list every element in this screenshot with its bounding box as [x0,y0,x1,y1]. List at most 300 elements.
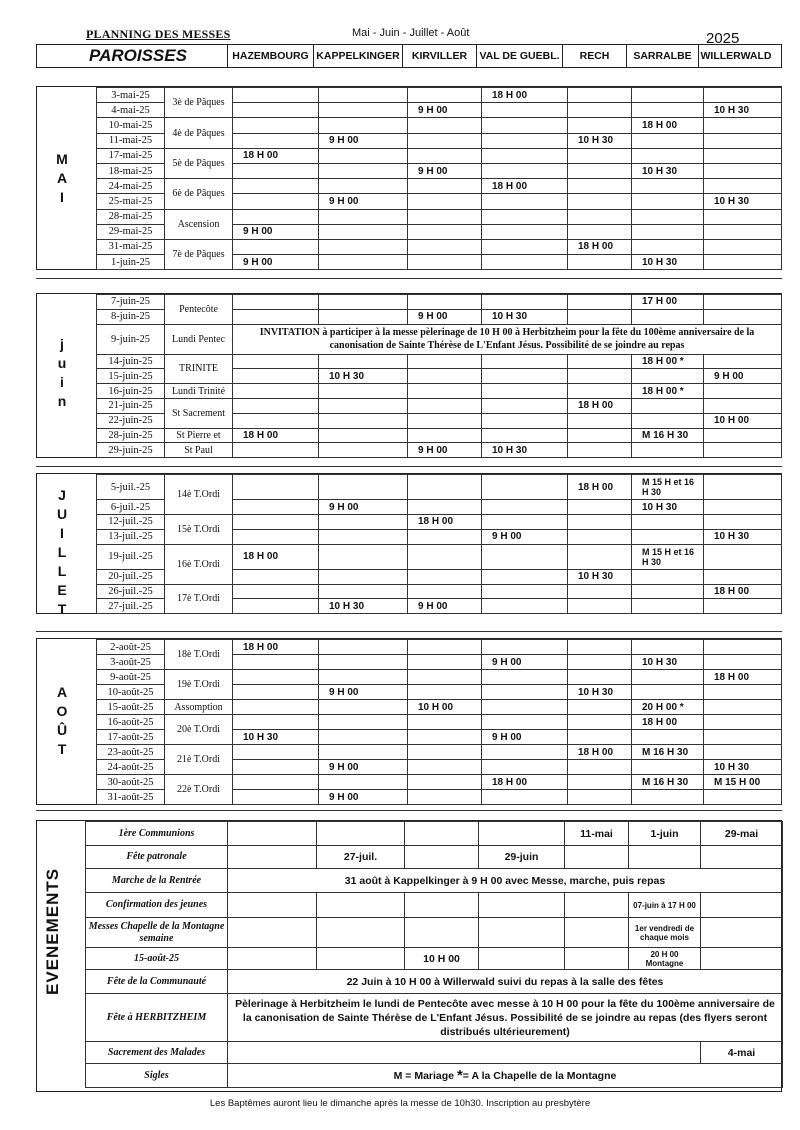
sigle-star: * [456,1066,463,1084]
schedule-row [97,398,782,413]
mass-time-val-de-guebl- [482,209,568,224]
event-label: Sigles [86,1064,228,1088]
row-liturgy: 20è T.Ordi [165,715,233,745]
mass-time-kirviller [408,655,482,670]
mass-time-rech [568,514,632,529]
mass-time-sarralbe: M 15 H et 16 H 30 [632,544,704,569]
mass-time-hazembourg [233,700,319,715]
mass-time-willerwald [704,655,782,670]
mass-time-rech [568,255,632,270]
row-date: 5-juil.-25 [97,475,165,500]
event-label: 1ère Communions [86,822,228,846]
mass-time-kappelkinger [319,179,408,194]
mass-time-willerwald [704,715,782,730]
schedule-row [97,88,782,103]
footer-note: Les Baptêmes auront lieu le dimanche après la messe de 10h30. Inscription au presbytère [209,1098,591,1109]
mass-time-kappelkinger [319,569,408,584]
mass-time-sarralbe: 18 H 00 [632,118,704,133]
event-label: Confirmation des jeunes [86,893,228,918]
section-separator [36,810,782,811]
mass-time-kirviller [408,529,482,544]
event-row-patronale [86,846,783,869]
mass-time-kirviller [408,224,482,239]
year-label: 2025 [706,30,740,47]
row-liturgy: 5è de Pâques [165,148,233,178]
mass-time-kappelkinger [319,398,408,413]
mass-time-rech [568,413,632,428]
row-liturgy: Pentecôte [165,295,233,325]
mass-time-rech [568,309,632,324]
mass-time-willerwald [704,224,782,239]
mass-time-kirviller [408,569,482,584]
mass-time-rech [568,640,632,655]
mass-time-hazembourg [233,655,319,670]
event-label: 15-août-25 [86,948,228,970]
mass-time-hazembourg: 9 H 00 [233,255,319,270]
mass-time-sarralbe [632,369,704,384]
mass-time-hazembourg [233,790,319,805]
mass-time-hazembourg [233,569,319,584]
schedule-row [97,745,782,760]
events-table [85,821,783,1088]
schedule-table-juillet [96,474,782,614]
mass-time-kappelkinger [319,118,408,133]
event-value: 29-mai [701,822,783,846]
mass-time-val-de-guebl- [482,103,568,118]
mass-time-kirviller [408,685,482,700]
mass-time-hazembourg [233,715,319,730]
section-separator [36,278,782,279]
row-date: 19-juil.-25 [97,544,165,569]
row-liturgy: 19è T.Ordi [165,670,233,700]
mass-time-kappelkinger [319,239,408,254]
mass-time-rech: 18 H 00 [568,475,632,500]
mass-time-val-de-guebl- [482,760,568,775]
mass-time-kirviller [408,209,482,224]
row-liturgy: Assomption [165,700,233,715]
mass-time-willerwald [704,354,782,369]
mass-time-hazembourg [233,443,319,458]
mass-time-kirviller [408,640,482,655]
row-date: 27-juil.-25 [97,599,165,614]
mass-time-kappelkinger [319,428,408,443]
paroisses-label: PAROISSES [89,46,187,65]
event-row-chapelle [86,918,783,948]
mass-time-hazembourg [233,529,319,544]
mass-time-willerwald [704,685,782,700]
row-date: 8-juin-25 [97,309,165,324]
mass-time-willerwald [704,730,782,745]
event-wide-text: 22 Juin à 10 H 00 à Willerwald suivi du repas à la salle des fêtes [228,970,783,994]
event-row-confirmation [86,893,783,918]
mass-time-kappelkinger [319,413,408,428]
row-liturgy: 7è de Pâques [165,239,233,269]
mass-time-willerwald: 10 H 30 [704,194,782,209]
event-row-communions [86,822,783,846]
mass-time-rech [568,443,632,458]
mass-time-kappelkinger [319,384,408,399]
row-date: 13-juil.-25 [97,529,165,544]
mass-time-sarralbe [632,309,704,324]
event-row-herbitzheim [86,994,783,1042]
mass-time-rech [568,775,632,790]
schedule-row [97,118,782,133]
mass-time-willerwald [704,88,782,103]
schedule-row [97,640,782,655]
mass-time-hazembourg [233,209,319,224]
row-date: 9-juin-25 [97,324,165,354]
mass-time-kirviller [408,584,482,599]
schedule-row [97,295,782,310]
mass-time-val-de-guebl- [482,428,568,443]
sigles-legend [228,1064,783,1088]
mass-time-sarralbe [632,685,704,700]
schedule-row [97,239,782,254]
mass-time-hazembourg [233,500,319,515]
mass-time-rech: 10 H 30 [568,685,632,700]
row-liturgy: 15è T.Ordi [165,514,233,544]
mass-time-rech [568,760,632,775]
schedule-row [97,715,782,730]
mass-time-val-de-guebl-: 18 H 00 [482,88,568,103]
row-date: 14-juin-25 [97,354,165,369]
event-value: 11-mai [565,822,629,846]
mass-time-willerwald [704,700,782,715]
schedule-row [97,428,782,443]
mass-time-kirviller: 10 H 00 [408,700,482,715]
mass-time-hazembourg: 18 H 00 [233,544,319,569]
mass-time-hazembourg: 10 H 30 [233,730,319,745]
mass-time-sarralbe [632,103,704,118]
mass-time-val-de-guebl- [482,599,568,614]
row-date: 21-juin-25 [97,398,165,413]
mass-time-kirviller: 9 H 00 [408,103,482,118]
mass-time-val-de-guebl- [482,514,568,529]
mass-time-rech: 10 H 30 [568,569,632,584]
row-date: 10-mai-25 [97,118,165,133]
event-value: 1-juin [629,822,701,846]
mass-time-sarralbe: 18 H 00 [632,715,704,730]
mass-time-rech [568,295,632,310]
schedule-row [97,584,782,599]
schedule-row [97,179,782,194]
row-date: 31-mai-25 [97,239,165,254]
mass-time-val-de-guebl- [482,745,568,760]
mass-time-hazembourg [233,685,319,700]
mass-time-sarralbe: 18 H 00 * [632,354,704,369]
mass-time-rech: 18 H 00 [568,398,632,413]
month-label-juin: j u i n [57,336,67,409]
mass-time-rech [568,194,632,209]
mass-time-val-de-guebl- [482,500,568,515]
mass-time-willerwald [704,133,782,148]
mass-time-sarralbe [632,569,704,584]
mass-time-kappelkinger [319,715,408,730]
month-label-aout: A O Û T [56,684,68,757]
schedule-table-mai [96,87,782,270]
mass-time-sarralbe: 17 H 00 [632,295,704,310]
mass-time-val-de-guebl- [482,569,568,584]
event-wide-text: 31 août à Kappelkinger à 9 H 00 avec Messe, marche, puis repas [228,869,783,893]
row-date: 17-mai-25 [97,148,165,163]
mass-time-hazembourg [233,103,319,118]
mass-time-hazembourg [233,760,319,775]
mass-time-rech [568,209,632,224]
event-row-malades [86,1042,783,1064]
mass-time-kappelkinger: 10 H 30 [319,369,408,384]
mass-time-sarralbe [632,398,704,413]
mass-time-rech [568,103,632,118]
row-date: 26-juil.-25 [97,584,165,599]
schedule-row [97,354,782,369]
mass-time-willerwald [704,428,782,443]
mass-time-kirviller [408,148,482,163]
mass-time-kappelkinger [319,255,408,270]
schedule-row [97,514,782,529]
event-value: 4-mai [701,1042,783,1064]
row-date: 23-août-25 [97,745,165,760]
mass-time-kappelkinger [319,475,408,500]
mass-time-val-de-guebl- [482,544,568,569]
event-row-rentree [86,869,783,893]
mass-time-rech [568,354,632,369]
mass-time-kirviller [408,194,482,209]
mass-time-rech [568,148,632,163]
mass-time-willerwald: M 15 H 00 [704,775,782,790]
event-value: 07-juin à 17 H 00 [629,893,701,918]
mass-time-willerwald [704,790,782,805]
mass-time-val-de-guebl- [482,369,568,384]
schedule-row [97,670,782,685]
mass-time-kirviller [408,715,482,730]
mass-time-kirviller [408,760,482,775]
row-date: 20-juil.-25 [97,569,165,584]
event-label: Fête à HERBITZHEIM [86,994,228,1042]
row-date: 9-août-25 [97,670,165,685]
mass-time-willerwald [704,569,782,584]
mass-time-val-de-guebl- [482,685,568,700]
mass-time-val-de-guebl-: 9 H 00 [482,529,568,544]
mass-time-kappelkinger [319,354,408,369]
mass-time-rech: 18 H 00 [568,745,632,760]
row-date: 17-août-25 [97,730,165,745]
mass-time-kappelkinger [319,224,408,239]
mass-time-rech: 10 H 30 [568,133,632,148]
event-row-communaute [86,970,783,994]
row-liturgy: 4è de Pâques [165,118,233,148]
mass-time-hazembourg [233,194,319,209]
mass-time-kirviller [408,790,482,805]
mass-time-kappelkinger: 9 H 00 [319,133,408,148]
mass-time-willerwald [704,295,782,310]
mass-time-willerwald: 18 H 00 [704,670,782,685]
event-label: Fête de la Communauté [86,970,228,994]
mass-time-kirviller: 9 H 00 [408,443,482,458]
mass-time-sarralbe: 10 H 30 [632,500,704,515]
mass-time-hazembourg [233,398,319,413]
mass-time-willerwald [704,179,782,194]
mass-time-sarralbe [632,514,704,529]
mass-time-hazembourg [233,309,319,324]
row-date: 1-juin-25 [97,255,165,270]
mass-time-sarralbe [632,584,704,599]
row-date: 16-août-25 [97,715,165,730]
event-value: 29-juin [479,846,565,869]
event-label: Fête patronale [86,846,228,869]
mass-time-sarralbe: 10 H 30 [632,255,704,270]
row-liturgy: 16è T.Ordi [165,544,233,584]
row-liturgy: 14è T.Ordi [165,475,233,515]
mass-time-kappelkinger: 9 H 00 [319,194,408,209]
mass-time-willerwald: 10 H 30 [704,760,782,775]
month-label-mai: M A I [56,151,68,205]
mass-time-kappelkinger [319,730,408,745]
mass-time-val-de-guebl-: 10 H 30 [482,443,568,458]
row-date: 2-août-25 [97,640,165,655]
mass-time-hazembourg [233,584,319,599]
mass-time-rech [568,730,632,745]
mass-time-sarralbe [632,179,704,194]
mass-time-kappelkinger [319,103,408,118]
schedule-row [97,475,782,500]
mass-time-kirviller [408,398,482,413]
mass-time-kappelkinger [319,655,408,670]
mass-time-kirviller [408,413,482,428]
event-wide-text: Pèlerinage à Herbitzheim le lundi de Pentecôte avec messe à 10 H 00 pour la fête du 100ème anniversaire de la canonisation de Sainte Thérèse de L'Enfant Jésus. Possibilité de se joindre au repas (des flyers seront distribués ultérieurement) [228,994,783,1042]
mass-time-hazembourg [233,118,319,133]
mass-time-kappelkinger [319,584,408,599]
schedule-table-juin [96,294,782,458]
mass-time-hazembourg [233,670,319,685]
mass-time-val-de-guebl- [482,163,568,178]
row-date: 24-mai-25 [97,179,165,194]
mass-time-rech [568,500,632,515]
mass-time-val-de-guebl- [482,790,568,805]
mass-time-hazembourg: 18 H 00 [233,148,319,163]
mass-time-kirviller: 9 H 00 [408,309,482,324]
mass-time-willerwald [704,514,782,529]
mass-time-willerwald [704,309,782,324]
mass-time-kappelkinger [319,209,408,224]
sigle-mariage: M = Mariage [393,1069,455,1082]
mass-time-hazembourg [233,599,319,614]
mass-time-kirviller [408,295,482,310]
parish-header-kappelkinger: KAPPELKINGER [313,45,402,67]
row-date: 11-mai-25 [97,133,165,148]
event-value: 1er vendredi de chaque mois [629,918,701,948]
mass-time-val-de-guebl- [482,584,568,599]
mass-time-kappelkinger [319,88,408,103]
mass-time-kappelkinger [319,529,408,544]
mass-time-kirviller [408,475,482,500]
row-date: 3-août-25 [97,655,165,670]
mass-time-sarralbe [632,730,704,745]
mass-time-val-de-guebl- [482,700,568,715]
mass-time-val-de-guebl- [482,148,568,163]
mass-time-willerwald [704,745,782,760]
row-liturgy: St Paul [165,443,233,458]
row-liturgy: St Pierre et [165,428,233,443]
mass-time-hazembourg [233,354,319,369]
mass-time-willerwald [704,163,782,178]
mass-time-sarralbe [632,209,704,224]
mass-time-sarralbe [632,760,704,775]
mass-time-val-de-guebl- [482,133,568,148]
row-date: 25-mai-25 [97,194,165,209]
mass-time-val-de-guebl-: 9 H 00 [482,730,568,745]
mass-time-rech [568,224,632,239]
mass-time-kappelkinger [319,163,408,178]
mass-time-val-de-guebl- [482,295,568,310]
page-title: PLANNING DES MESSES [86,27,231,41]
parish-header-val-de-guebl: VAL DE GUEBL. [476,45,562,67]
mass-time-rech [568,118,632,133]
mass-time-val-de-guebl- [482,413,568,428]
row-date: 30-août-25 [97,775,165,790]
mass-time-willerwald: 9 H 00 [704,369,782,384]
mass-time-sarralbe: M 16 H 30 [632,428,704,443]
row-date: 15-juin-25 [97,369,165,384]
mass-time-willerwald: 18 H 00 [704,584,782,599]
mass-time-willerwald [704,544,782,569]
mass-time-val-de-guebl-: 18 H 00 [482,775,568,790]
months-subtitle: Mai - Juin - Juillet - Août [352,27,470,39]
mass-time-kirviller [408,670,482,685]
mass-time-sarralbe [632,670,704,685]
row-liturgy: 6è de Pâques [165,179,233,209]
mass-time-sarralbe: 10 H 30 [632,163,704,178]
mass-time-kappelkinger: 10 H 30 [319,599,408,614]
mass-time-hazembourg [233,133,319,148]
events-vertical-label: EVENEMENTS [43,867,62,995]
mass-time-sarralbe [632,790,704,805]
mass-time-val-de-guebl- [482,354,568,369]
mass-time-hazembourg [233,295,319,310]
section-separator [36,631,782,632]
mass-time-willerwald [704,118,782,133]
mass-time-hazembourg [233,475,319,500]
mass-time-rech [568,700,632,715]
mass-time-kirviller [408,745,482,760]
mass-time-sarralbe [632,640,704,655]
mass-time-willerwald [704,384,782,399]
row-liturgy: Lundi Trinité [165,384,233,399]
row-date: 29-juin-25 [97,443,165,458]
mass-time-sarralbe [632,239,704,254]
mass-time-val-de-guebl- [482,475,568,500]
mass-time-sarralbe [632,529,704,544]
sigle-chapelle: = A la Chapelle de la Montagne [462,1069,617,1082]
mass-time-willerwald: 10 H 00 [704,413,782,428]
mass-time-hazembourg: 18 H 00 [233,640,319,655]
row-date: 7-juin-25 [97,295,165,310]
mass-time-willerwald: 10 H 30 [704,529,782,544]
mass-time-rech [568,584,632,599]
parish-header-hazembourg: HAZEMBOURG [227,45,313,67]
mass-time-sarralbe [632,413,704,428]
row-date: 12-juil.-25 [97,514,165,529]
mass-time-kappelkinger: 9 H 00 [319,790,408,805]
month-label-juillet: J U I L L E T [56,487,68,617]
parish-header-row [36,44,782,68]
schedule-table-aout [96,639,782,805]
schedule-row [97,324,782,354]
mass-time-kappelkinger [319,745,408,760]
mass-time-hazembourg [233,514,319,529]
mass-time-kirviller [408,384,482,399]
row-date: 29-mai-25 [97,224,165,239]
row-date: 18-mai-25 [97,163,165,178]
